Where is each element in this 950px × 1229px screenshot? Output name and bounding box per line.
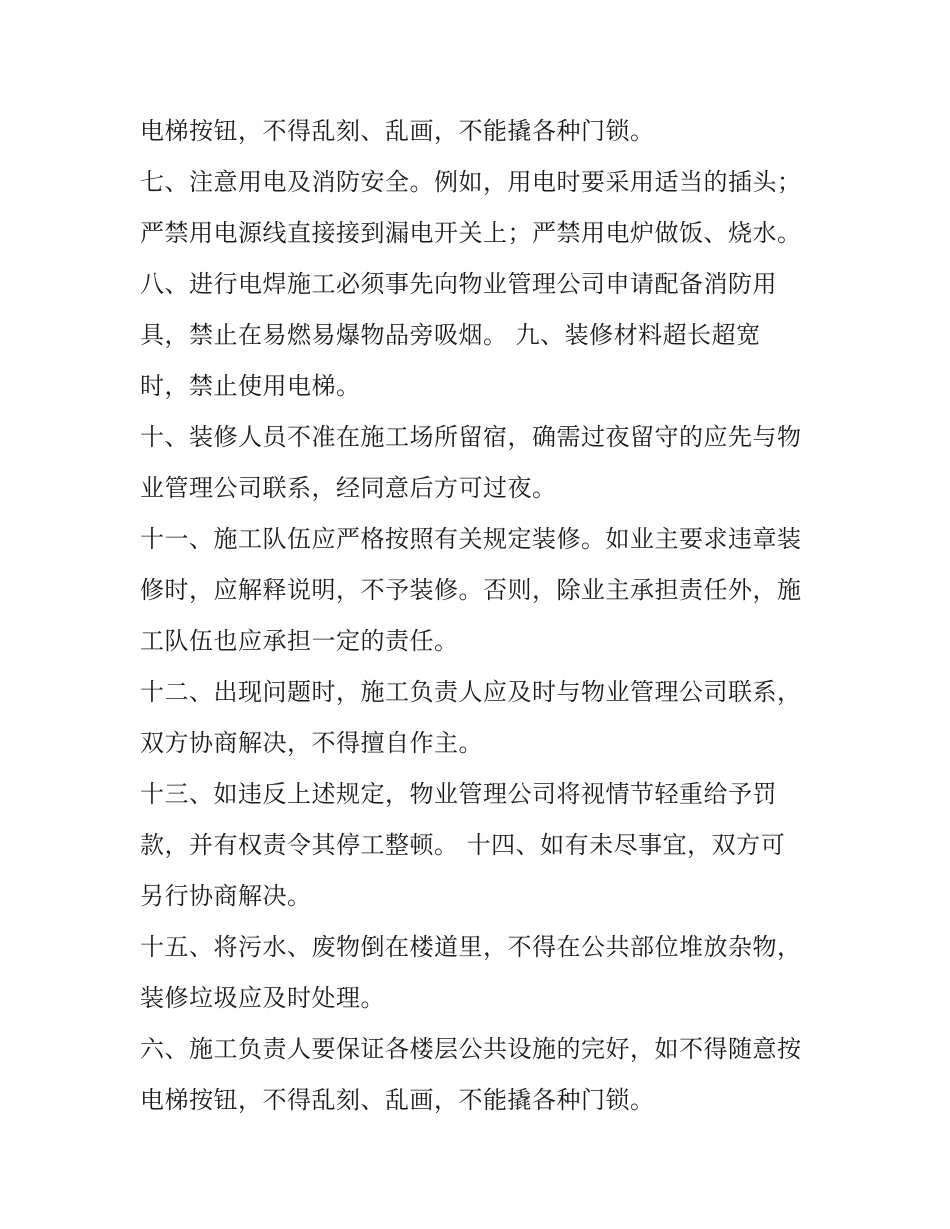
text-line: 时，禁止使用电梯。 — [140, 372, 361, 400]
text-line: 工队伍也应承担一定的责任。 — [140, 627, 459, 655]
text-line: 十五、将污水、废物倒在楼道里，不得在公共部位堆放杂物， — [140, 933, 802, 961]
text-line: 款，并有权责令其停工整顿。 十四、如有未尽事宜，双方可 — [140, 831, 786, 859]
text-line: 修时，应解释说明，不予装修。否则，除业主承担责任外，施 — [140, 576, 802, 604]
text-line: 八、进行电焊施工必须事先向物业管理公司申请配备消防用 — [140, 270, 777, 298]
text-line: 具，禁止在易燃易爆物品旁吸烟。 九、装修材料超长超宽 — [140, 321, 761, 349]
document-body — [140, 106, 820, 1126]
text-line: 双方协商解决，不得擅自作主。 — [140, 729, 483, 757]
text-line: 七、注意用电及消防安全。例如，用电时要采用适当的插头； — [140, 168, 802, 196]
text-line: 装修垃圾应及时处理。 — [140, 984, 385, 1012]
text-line: 另行协商解决。 — [140, 882, 312, 910]
text-line: 业管理公司联系，经同意后方可过夜。 — [140, 474, 557, 502]
text-line: 十、装修人员不准在施工场所留宿，确需过夜留守的应先与物 — [140, 423, 802, 451]
text-line: 六、施工负责人要保证各楼层公共设施的完好，如不得随意按 — [140, 1035, 802, 1063]
text-line: 严禁用电源线直接接到漏电开关上；严禁用电炉做饭、烧水。 — [140, 219, 802, 247]
text-line: 电梯按钮，不得乱刻、乱画，不能撬各种门锁。 — [140, 1086, 655, 1114]
text-line: 十二、出现问题时，施工负责人应及时与物业管理公司联系， — [140, 678, 802, 706]
text-line: 电梯按钮，不得乱刻、乱画，不能撬各种门锁。 — [140, 117, 655, 145]
text-line: 十三、如违反上述规定，物业管理公司将视情节轻重给予罚 — [140, 780, 777, 808]
text-line: 十一、施工队伍应严格按照有关规定装修。如业主要求违章装 — [140, 525, 802, 553]
